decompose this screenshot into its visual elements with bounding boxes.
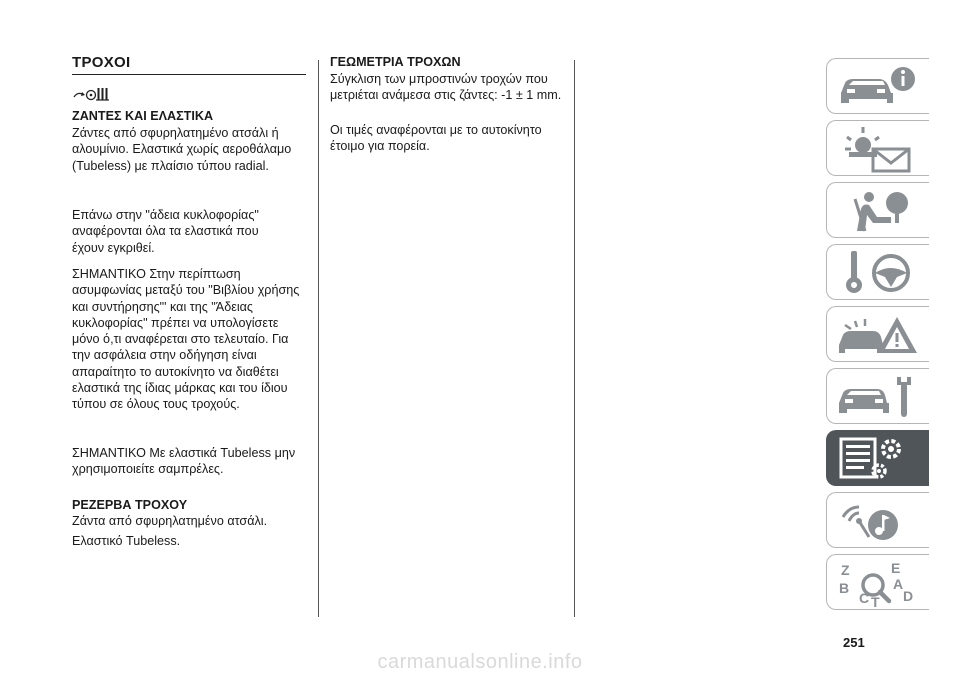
title-rule [72, 74, 306, 75]
tab-starting-driving[interactable] [826, 244, 929, 300]
paragraph-rims-description: Ζάντες από σφυρηλατημένο ατσάλι ή αλουμίνιο. Ελαστικά χωρίς αεροθάλαμο (Tubeless) με πλαίσιο τύπου radial. [72, 126, 292, 173]
index-letter-icon: Z [841, 562, 850, 578]
tab-technical-data[interactable] [826, 430, 929, 486]
alphabetical-index-icon [835, 559, 925, 607]
dashboard-lights-message-icon [835, 125, 925, 173]
index-letter-icon: A [893, 576, 904, 592]
car-info-icon [835, 63, 925, 111]
multimedia-music-icon [835, 497, 925, 545]
tab-index[interactable] [826, 554, 929, 610]
paragraph-spare-rim: Ζάντα από σφυρηλατημένο ατσάλι. [72, 514, 268, 528]
page-title: ΤΡΟΧΟΙ [72, 54, 131, 71]
car-warning-triangle-icon [835, 311, 925, 359]
index-letter-icon: E [891, 560, 901, 576]
section-heading-wheel-geometry: ΓΕΩΜΕΤΡΙΑ ΤΡΟΧΩΝ [330, 55, 461, 69]
watermark: carmanualsonline.info [377, 651, 583, 673]
paragraph-spare-tyre: Ελαστικό Tubeless. [72, 534, 181, 548]
index-letter-icon: C [859, 590, 870, 606]
column-divider-right [574, 60, 575, 617]
wheel-mounting-symbol-icon [72, 86, 112, 102]
seat-airbag-icon [835, 187, 925, 235]
tab-getting-to-know-car[interactable] [826, 58, 929, 114]
paragraph-important-conflict: ΣΗΜΑΝΤΙΚΟ Στην περίπτωση ασυμφωνίας μεταξύ του "Βιβλίου χρήσης και συντήρησης"' και της "Άδειας κυκλοφορίας" πρέπει να υπολογίσετε μόνο ό,τι αναφέρεται στο τελευταίο. Για την ασφάλεια στην οδήγηση είναι απαραίτητο το αυτοκίνητο να διαθέτει ελαστικά της ίδιας μάρκας και του ίδιου τύπου σε όλους τους τροχούς. [72, 267, 300, 412]
paragraph-values-note: Οι τιμές αναφέρονται με το αυτοκίνητο έτοιμο για πορεία. [330, 123, 542, 154]
key-steering-wheel-icon [835, 249, 925, 297]
column-divider-left [318, 60, 319, 617]
tab-servicing-maintenance[interactable] [826, 368, 929, 424]
tab-safety[interactable] [826, 182, 929, 238]
paragraph-registration-tyres: Επάνω στην "άδεια κυκλοφορίας" αναφέρονται όλα τα ελαστικά που έχουν εγκριθεί. [72, 208, 259, 255]
index-letter-icon: D [903, 588, 914, 604]
paragraph-toe-in: Σύγκλιση των μπροστινών τροχών που μετριέται ανάμεσα στις ζάντες: -1 ± 1 mm. [330, 72, 562, 103]
page-number: 251 [843, 635, 865, 650]
tab-multimedia[interactable] [826, 492, 929, 548]
technical-data-gears-icon [835, 435, 925, 483]
index-letter-icon: B [839, 580, 850, 596]
car-wrench-icon [835, 373, 925, 421]
tab-dashboard[interactable] [826, 120, 929, 176]
paragraph-important-tubeless: ΣΗΜΑΝΤΙΚΟ Με ελαστικά Tubeless μην χρησιμοποιείτε σαμπρέλες. [72, 446, 296, 477]
tab-in-emergency[interactable] [826, 306, 929, 362]
index-letter-icon: T [871, 594, 880, 607]
section-heading-spare-wheel: ΡΕΖΕΡΒΑ ΤΡΟΧΟΥ [72, 498, 188, 512]
section-heading-rims-tyres: ΖΑΝΤΕΣ ΚΑΙ ΕΛΑΣΤΙΚΑ [72, 109, 214, 123]
